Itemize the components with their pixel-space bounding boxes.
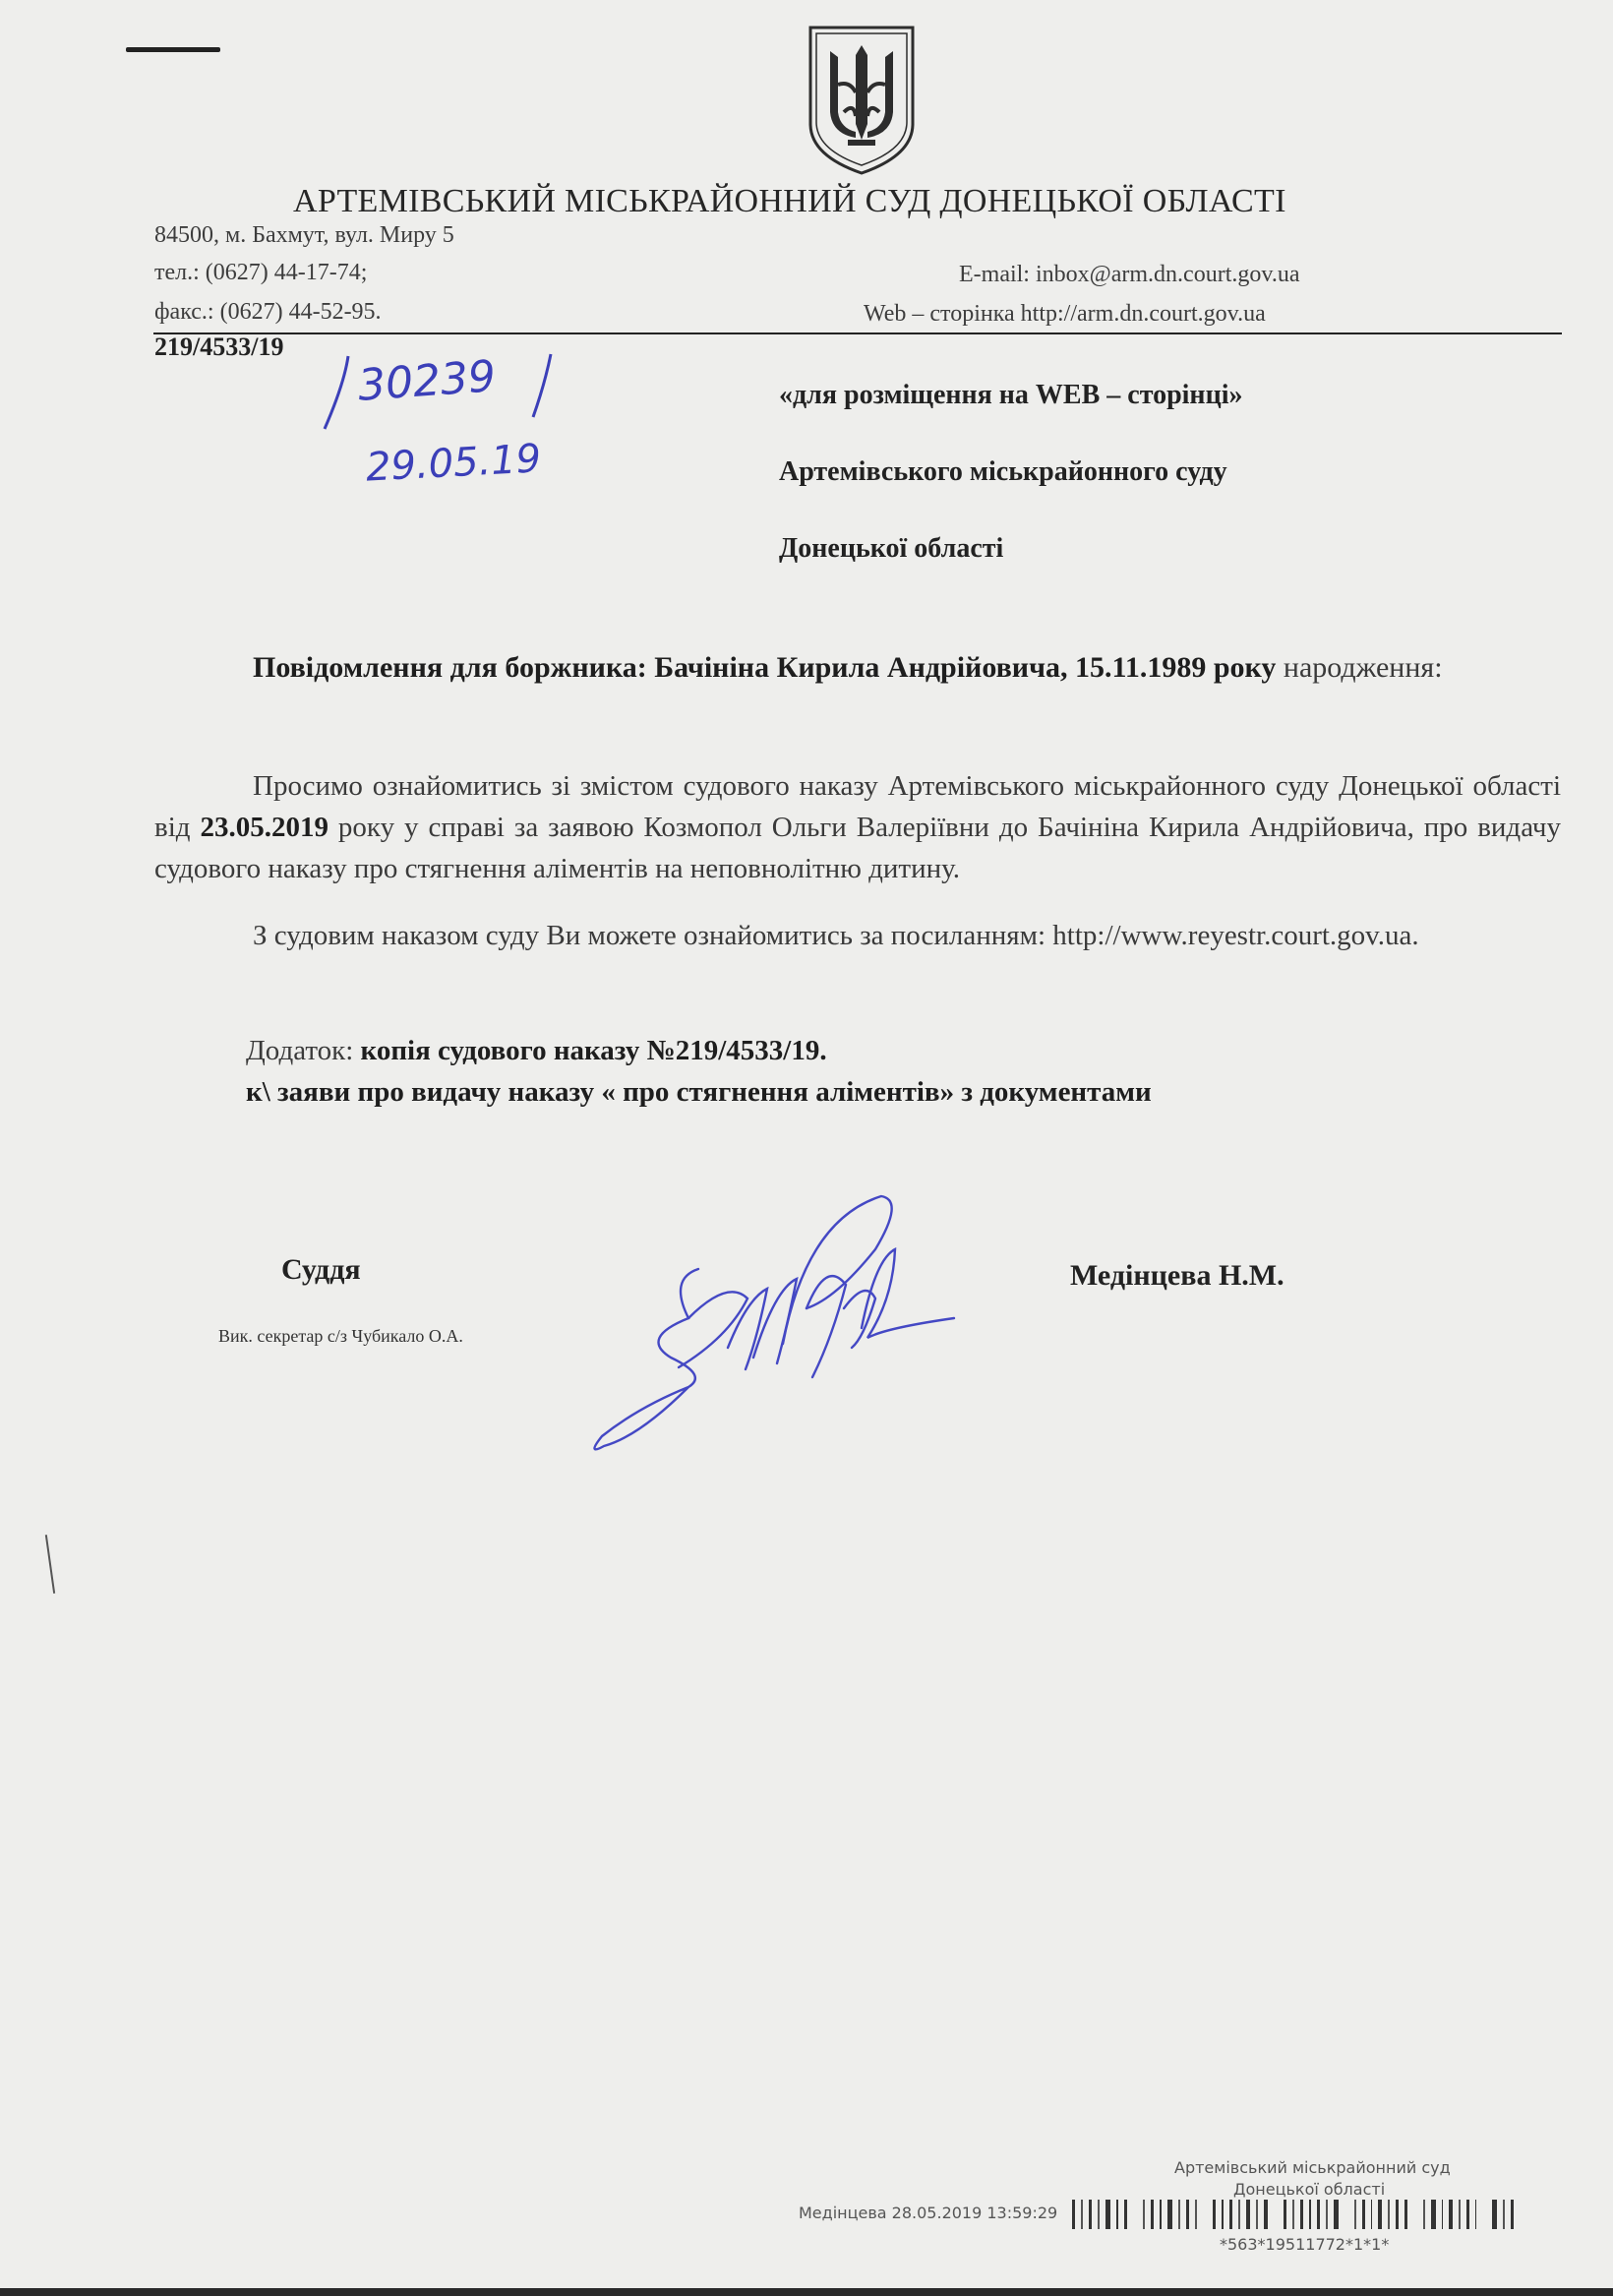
barcode-bar [1222,2200,1224,2229]
stamp-court-line-2: Донецької області [1233,2180,1386,2199]
barcode-bar [1284,2200,1286,2229]
signature-role: Суддя [281,1253,361,1286]
header-divider [153,332,1562,334]
court-email: E-mail: inbox@arm.dn.court.gov.ua [959,262,1300,287]
attachment-item-2: к\ заяви про видачу наказу « про стягнення аліментів» з документами [246,1076,1152,1108]
recipient-line-2: Артемівського міськрайонного суду [779,456,1227,487]
barcode-bar [1089,2200,1092,2229]
barcode-bar [1256,2200,1258,2229]
barcode-bar [1072,2200,1075,2229]
barcode-bar [1492,2200,1497,2229]
barcode-bar [1143,2200,1145,2229]
body-p1-text-b: року у справі за заявою Козмопол Ольги Валеріївни до Бачініна Кирила Андрійовича, про видачу судового наказу про стягнення аліментів на неповнолітню дитину. [154,812,1561,884]
barcode-bar [1378,2200,1381,2229]
barcode-bar [1466,2200,1469,2229]
scan-edge-mark [45,1535,55,1594]
barcode-bar [1213,2200,1216,2229]
notice-debtor: Бачініна Кирила Андрійовича, 15.11.1989 року [654,651,1277,684]
court-fax: факс.: (0627) 44-52-95. [154,299,382,325]
stamp-court-line-1: Артемівський міськрайонний суд [1174,2158,1451,2177]
court-name: АРТЕМІВСЬКИЙ МІСЬКРАЙОННИЙ СУД ДОНЕЦЬКОЇ ОБЛАСТІ [293,183,1286,219]
barcode-bar [1116,2200,1118,2229]
barcode-bar [1098,2200,1100,2229]
body-p1-text-a: Просимо ознайомитись зі змістом судового наказу Артемівського міськрайонного суду Донецької області від [154,770,1561,843]
barcode-bar [1229,2200,1232,2229]
barcode [1072,2200,1520,2229]
recipient-line-1: «для розміщення на WEB – сторінці» [779,380,1243,410]
barcode-bar [1264,2200,1267,2229]
attachment-line-1 [246,1035,827,1067]
barcode-bar [1334,2200,1339,2229]
barcode-bar [1186,2200,1189,2229]
barcode-bar [1300,2200,1303,2229]
barcode-bar [1423,2200,1425,2229]
barcode-bar [1371,2200,1373,2229]
scan-mark [126,47,220,52]
barcode-bar [1081,2200,1083,2229]
body-paragraph-1 [154,765,1561,889]
barcode-bar [1317,2200,1320,2229]
court-phone: тел.: (0627) 44-17-74; [154,260,368,285]
attachment-item-1: копія судового наказу №219/4533/19. [360,1035,827,1066]
court-address: 84500, м. Бахмут, вул. Миру 5 [154,222,454,248]
body-paragraph-2 [154,915,1561,956]
notice-label: Повідомлення для боржника: [253,651,647,684]
handwritten-signature-icon [580,1190,974,1485]
barcode-bar [1160,2200,1162,2229]
barcode-bar [1354,2200,1356,2229]
attachment-label: Додаток: [246,1035,354,1066]
barcode-bar [1178,2200,1180,2229]
recipient-line-3: Донецької області [779,533,1004,564]
handwritten-registration [319,344,574,502]
barcode-bar [1246,2200,1251,2229]
barcode-bar [1503,2200,1505,2229]
body-p2-text: З судовим наказом суду Ви можете ознайомитись за посиланням: http://www.reyestr.court.gov.ua. [253,920,1419,951]
order-date: 23.05.2019 [200,812,329,843]
barcode-bar [1309,2200,1311,2229]
handwritten-date: 29.05.19 [364,436,543,491]
barcode-bar [1396,2200,1399,2229]
barcode-bar [1388,2200,1390,2229]
barcode-bar [1449,2200,1452,2229]
barcode-bar [1459,2200,1461,2229]
barcode-bar [1431,2200,1436,2229]
executor-note: Вик. секретар с/з Чубикало О.А. [218,1326,463,1346]
barcode-bar [1292,2200,1294,2229]
barcode-bar [1124,2200,1127,2229]
barcode-bar [1238,2200,1240,2229]
barcode-bar [1475,2200,1477,2229]
barcode-bar [1167,2200,1172,2229]
trident-emblem-icon [805,22,919,177]
signature-name: Медінцева Н.М. [1070,1259,1284,1292]
barcode-bar [1105,2200,1110,2229]
barcode-bar [1511,2200,1514,2229]
notice-suffix: народження: [1283,651,1443,684]
barcode-bar [1151,2200,1154,2229]
stamp-signed-by: Медінцева 28.05.2019 13:59:29 [799,2204,1058,2222]
court-website: Web – сторінка http://arm.dn.court.gov.ua [864,301,1266,327]
case-number: 219/4533/19 [154,332,284,361]
notice-paragraph [154,647,1561,689]
barcode-bar [1326,2200,1328,2229]
handwritten-reg-number: 30239 [356,351,498,411]
barcode-text: *563*19511772*1*1* [1220,2235,1390,2254]
barcode-bar [1442,2200,1444,2229]
attachment-line-2 [246,1076,1152,1109]
barcode-bar [1195,2200,1197,2229]
scan-bottom-edge [0,2288,1613,2296]
barcode-bar [1404,2200,1407,2229]
barcode-bar [1362,2200,1365,2229]
